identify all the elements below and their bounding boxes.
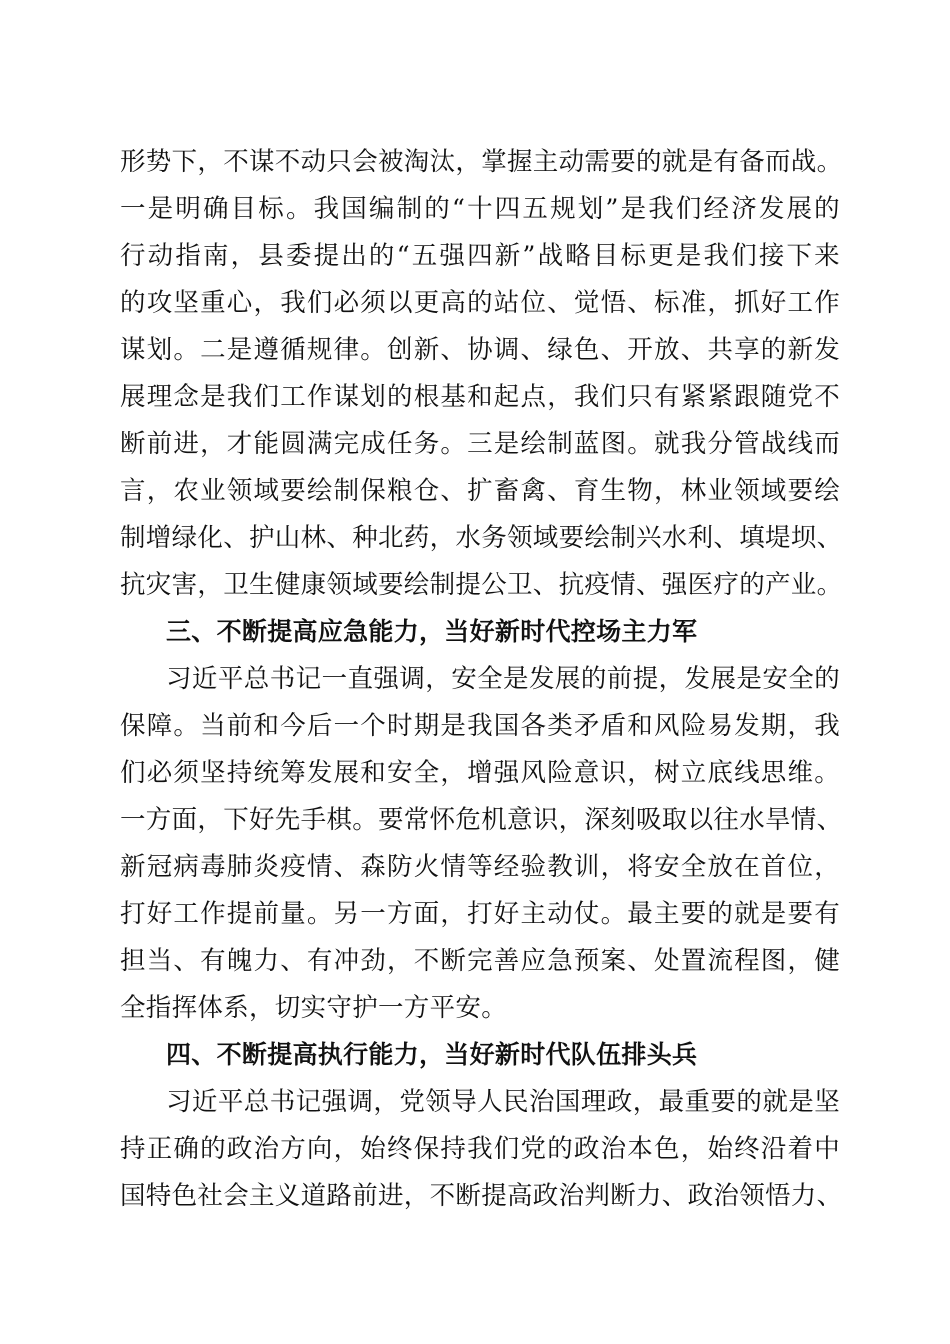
paragraph-line: 担当、有魄力、有冲劲，不断完善应急预案、处置流程图，健 xyxy=(120,946,840,976)
paragraph-line: 言，农业领域要绘制保粮仓、扩畜禽、育生物，林业领域要绘 xyxy=(120,476,840,506)
paragraph-line: 一方面，下好先手棋。要常怀危机意识，深刻吸取以往水旱情、 xyxy=(120,805,843,835)
paragraph-line: 习近平总书记一直强调，安全是发展的前提，发展是安全的 xyxy=(166,664,840,694)
paragraph-line: 打好工作提前量。另一方面，打好主动仗。最主要的就是要有 xyxy=(120,899,840,929)
paragraph-line: 一是明确目标。我国编制的“十四五规划”是我们经济发展的 xyxy=(120,194,840,224)
paragraph-line: 制增绿化、护山林、种北药，水务领域要绘制兴水利、填堤坝、 xyxy=(120,523,843,553)
paragraph-line: 新冠病毒肺炎疫情、森防火情等经验教训，将安全放在首位， xyxy=(120,852,840,882)
paragraph-line: 国特色社会主义道路前进，不断提高政治判断力、政治领悟力、 xyxy=(120,1181,843,1211)
paragraph-line: 们必须坚持统筹发展和安全，增强风险意识，树立底线思维。 xyxy=(120,758,840,788)
section-heading: 三、不断提高应急能力，当好新时代控场主力军 xyxy=(166,617,698,646)
paragraph-line: 的攻坚重心，我们必须以更高的站位、觉悟、标准，抓好工作 xyxy=(120,288,840,318)
paragraph-line: 展理念是我们工作谋划的根基和起点，我们只有紧紧跟随党不 xyxy=(120,382,840,412)
paragraph-line: 习近平总书记强调，党领导人民治国理政，最重要的就是坚 xyxy=(166,1087,840,1117)
paragraph-line: 持正确的政治方向，始终保持我们党的政治本色，始终沿着中 xyxy=(120,1134,840,1164)
paragraph-line: 行动指南，县委提出的“五强四新”战略目标更是我们接下来 xyxy=(120,241,840,271)
section-heading: 四、不断提高执行能力，当好新时代队伍排头兵 xyxy=(166,1040,698,1069)
paragraph-line: 抗灾害，卫生健康领域要绘制提公卫、抗疫情、强医疗的产业。 xyxy=(120,570,843,600)
paragraph-line: 保障。当前和今后一个时期是我国各类矛盾和风险易发期，我 xyxy=(120,711,840,741)
paragraph-line: 断前进，才能圆满完成任务。三是绘制蓝图。就我分管战线而 xyxy=(120,429,840,459)
paragraph-line: 形势下，不谋不动只会被淘汰，掌握主动需要的就是有备而战。 xyxy=(120,147,843,177)
paragraph-line: 谋划。二是遵循规律。创新、协调、绿色、开放、共享的新发 xyxy=(120,335,840,365)
paragraph-line: 全指挥体系，切实守护一方平安。 xyxy=(120,993,508,1023)
